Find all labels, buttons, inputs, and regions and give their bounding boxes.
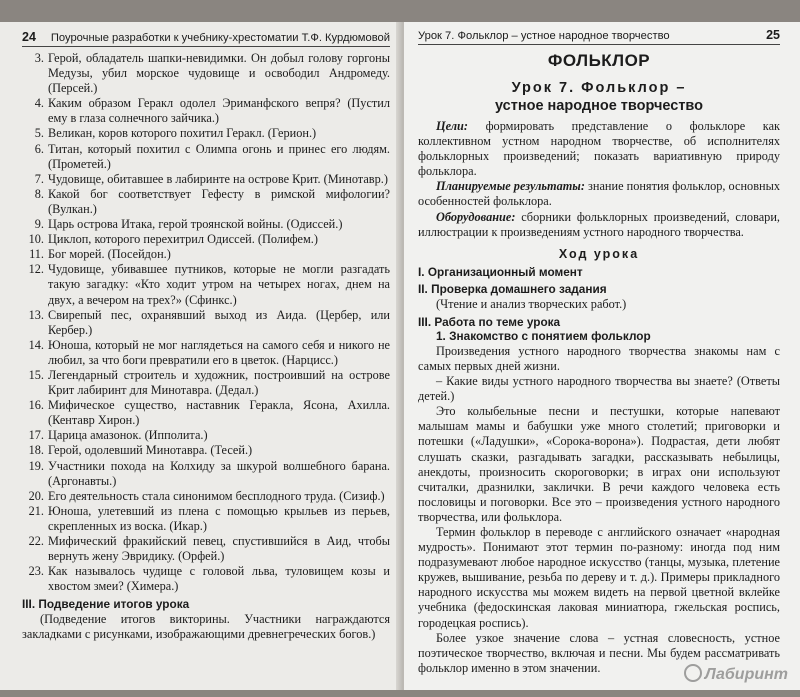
quiz-question-number: 15. xyxy=(28,367,44,382)
left-page xyxy=(0,22,402,690)
quiz-question-item xyxy=(22,504,390,534)
body-paragraph: Термин фольклор в переводе с английского означает «народная мудрость». Понимают этот термин по-разному: иногда под ним подразумевают любое народное искусство (танцы, музыка, плетение кружев, вышивание, резьба по дереву и т. д.). Примеры прикладного народного искусства мы можем видеть на первой цветной вклейке учебника (федоскинская лаковая миниатюра, гжельская роспись, городецкая роспись). xyxy=(418,524,780,630)
quiz-question-text: Участники похода на Колхиду за шкурой волшебного барана. (Аргонавты.) xyxy=(48,458,390,488)
quiz-question-item xyxy=(22,398,390,428)
equipment-paragraph xyxy=(418,210,780,240)
quiz-question-item xyxy=(22,534,390,564)
quiz-question-number: 23. xyxy=(28,564,44,579)
results-text: знание понятия фольклор, основных особенностей фольклора. xyxy=(418,179,780,209)
labyrinth-logo-icon xyxy=(684,664,702,682)
quiz-question-item xyxy=(22,247,390,262)
quiz-question-text: Юноша, улетевший из плена с помощью крыльев из перьев, скрепленных из воска. (Икар.) xyxy=(48,503,390,533)
quiz-question-number: 16. xyxy=(28,398,44,413)
body-paragraph: Произведения устного народного творчества знакомы нам с самых первых дней жизни. xyxy=(418,343,780,373)
quiz-question-number: 22. xyxy=(28,534,44,548)
body-paragraph: Это колыбельные песни и пестушки, которые напевают малышам мамы и бабушки уже много столетий; приговорки и потешки («Ладушки», «Сорока-ворона»). Подрастая, дети любят слушать сказки, разгадывать загадки, рассказывать небылицы, анекдоты, произносить скороговорки; в играх они используют считалки, дразнилки, заклички. В речи каждого человека есть пословицы и поговорки. Все это – произведения устного народного творчества, или фольклора. xyxy=(418,404,780,524)
body-paragraph: – Какие виды устного народного творчества вы знаете? (Ответы детей.) xyxy=(418,374,780,404)
quiz-question-number: 8. xyxy=(34,186,44,201)
quiz-question-item xyxy=(22,232,390,247)
quiz-question-text: Циклоп, которого перехитрил Одиссей. (Полифем.) xyxy=(48,232,318,247)
quiz-question-text: Великан, коров которого похитил Геракл. (Герион.) xyxy=(48,126,317,141)
lesson-title-line1: Урок 7. Фольклор – xyxy=(511,80,687,96)
quiz-question-text: Юноша, который не мог наглядеться на самого себя и никого не любил, за что боги превратили его в цветок. (Нарцисс.) xyxy=(48,337,390,367)
quiz-question-number: 17. xyxy=(28,428,44,443)
quiz-question-item xyxy=(22,217,390,232)
quiz-question-item xyxy=(22,126,390,141)
course-heading: Ход урока xyxy=(558,246,640,261)
quiz-question-text: Каким образом Геракл одолел Эриманфского вепря? (Пустил ему в глаза солнечного зайчика.) xyxy=(48,96,390,126)
quiz-question-text: Мифический фракийский певец, спустившийся в Аид, чтобы вернуть жену Эвридику. (Орфей.) xyxy=(48,534,390,564)
quiz-question-number: 10. xyxy=(28,232,44,247)
quiz-question-item xyxy=(22,187,390,217)
goals-paragraph xyxy=(418,119,780,179)
right-running-head xyxy=(418,28,780,45)
quiz-question-item xyxy=(22,308,390,338)
goals-text: формировать представление о фольклоре как коллективном устном народном творчестве, об исполнителях фольклорных произведений; показать вариативную природу фольклора. xyxy=(418,119,781,179)
quiz-question-item xyxy=(22,443,390,458)
right-page-number: 25 xyxy=(766,28,780,42)
closing-paragraph: (Подведение итогов викторины. Участники награждаются закладками с рисунками, изображающими древнегреческих богов.) xyxy=(22,611,390,641)
left-page-number: 24 xyxy=(22,30,36,44)
quiz-question-text: Мифическое существо, наставник Геракла, Ясона, Ахилла. (Кентавр Хирон.) xyxy=(48,398,390,428)
quiz-question-text: Герой, одолевший Минотавра. (Тесей.) xyxy=(48,443,253,458)
right-running-head-title: Урок 7. Фольклор – устное народное творчество xyxy=(418,30,670,42)
lesson-title-line2: устное народное творчество xyxy=(494,98,704,114)
subsection-folklore-intro: 1. Знакомство с понятием фольклор xyxy=(436,329,651,344)
quiz-question-text: Как называлось чудище с головой льва, туловищем козы и хвостом змеи? (Химера.) xyxy=(48,564,390,594)
lesson-title xyxy=(418,79,780,115)
quiz-question-text: Его деятельность стала синонимом бесплодного труда. (Сизиф.) xyxy=(48,488,385,503)
quiz-question-number: 12. xyxy=(28,262,44,277)
quiz-question-number: 5. xyxy=(34,126,44,141)
quiz-question-number: 14. xyxy=(28,337,44,352)
quiz-question-item xyxy=(22,338,390,368)
quiz-question-text: Бог морей. (Посейдон.) xyxy=(48,247,171,262)
quiz-question-item xyxy=(22,368,390,398)
section-heading-summary: III. Подведение итогов урока xyxy=(22,597,190,612)
body-paragraph: Более узкое значение слова – устная словесность, устное поэтическое творчество, включая и песни. Мы будем рассматривать фольклор именно в этом значении. xyxy=(418,630,780,675)
quiz-question-text: Чудовище, убивавшее путников, которые не могли разгадать такую загадку: «Кто ходит утром на четырех ногах, днем на двух, а вечером на трех?» (Сфинкс.) xyxy=(48,262,390,307)
step-homework-check: II. Проверка домашнего задания xyxy=(418,282,607,297)
quiz-question-text: Какой бог соответствует Гефесту в римской мифологии? (Вулкан.) xyxy=(48,186,390,216)
step-topic-work: III. Работа по теме урока xyxy=(418,314,561,329)
quiz-question-item xyxy=(22,172,390,187)
quiz-question-item xyxy=(22,142,390,172)
right-page xyxy=(404,22,800,690)
quiz-question-item xyxy=(22,564,390,594)
body-paragraphs xyxy=(418,344,780,676)
quiz-question-text: Свирепый пес, охранявший выход из Аида. (Цербер, или Кербер.) xyxy=(48,307,390,337)
goals-label: Цели: xyxy=(436,119,468,133)
step-homework-note: (Чтение и анализ творческих работ.) xyxy=(436,296,627,311)
quiz-question-number: 11. xyxy=(29,247,44,262)
left-running-head xyxy=(22,30,390,47)
quiz-question-text: Царица амазонок. (Ипполита.) xyxy=(48,428,208,443)
quiz-question-number: 13. xyxy=(28,307,44,322)
left-running-head-title: Поурочные разработки к учебнику-хрестоматии Т.Ф. Курдюмовой xyxy=(50,32,390,44)
equipment-text: сборники фольклорных произведений, словари, иллюстрации к произведениям устного народного творчества. xyxy=(418,209,780,239)
quiz-question-number: 20. xyxy=(28,488,44,503)
results-paragraph xyxy=(418,179,780,209)
quiz-question-number: 18. xyxy=(28,443,44,458)
quiz-question-number: 3. xyxy=(34,51,44,65)
quiz-question-number: 21. xyxy=(28,503,44,518)
chapter-title: ФОЛЬКЛОР xyxy=(547,51,651,70)
quiz-question-list xyxy=(22,51,390,594)
quiz-question-text: Царь острова Итака, герой троянской войны. (Одиссей.) xyxy=(48,217,343,232)
watermark xyxy=(684,664,788,684)
quiz-question-number: 4. xyxy=(34,96,44,111)
quiz-question-item xyxy=(22,51,390,96)
step-org-moment: I. Организационный момент xyxy=(418,264,583,279)
quiz-question-text: Легендарный строитель и художник, построивший на острове Крит лабиринт для Минотавра. (Дедал.) xyxy=(48,367,390,398)
quiz-question-item xyxy=(22,96,390,126)
quiz-question-text: Герой, обладатель шапки-невидимки. Он добыл голову горгоны Медузы, убил морское чудовище и освободил Андромеду. (Персей.) xyxy=(48,51,390,96)
equipment-label: Оборудование: xyxy=(436,209,516,224)
quiz-question-text: Титан, который похитил с Олимпа огонь и принес его людям. (Прометей.) xyxy=(48,141,390,171)
quiz-question-item xyxy=(22,262,390,307)
quiz-question-text: Чудовище, обитавшее в лабиринте на острове Крит. (Минотавр.) xyxy=(48,171,388,186)
watermark-text: Лабиринт xyxy=(704,666,788,683)
quiz-question-number: 6. xyxy=(34,141,44,156)
quiz-question-item xyxy=(22,489,390,504)
quiz-question-number: 9. xyxy=(34,217,44,232)
results-label: Планируемые результаты: xyxy=(436,179,585,194)
quiz-question-number: 19. xyxy=(28,458,44,473)
quiz-question-item xyxy=(22,428,390,443)
quiz-question-number: 7. xyxy=(34,171,44,186)
quiz-question-item xyxy=(22,459,390,489)
